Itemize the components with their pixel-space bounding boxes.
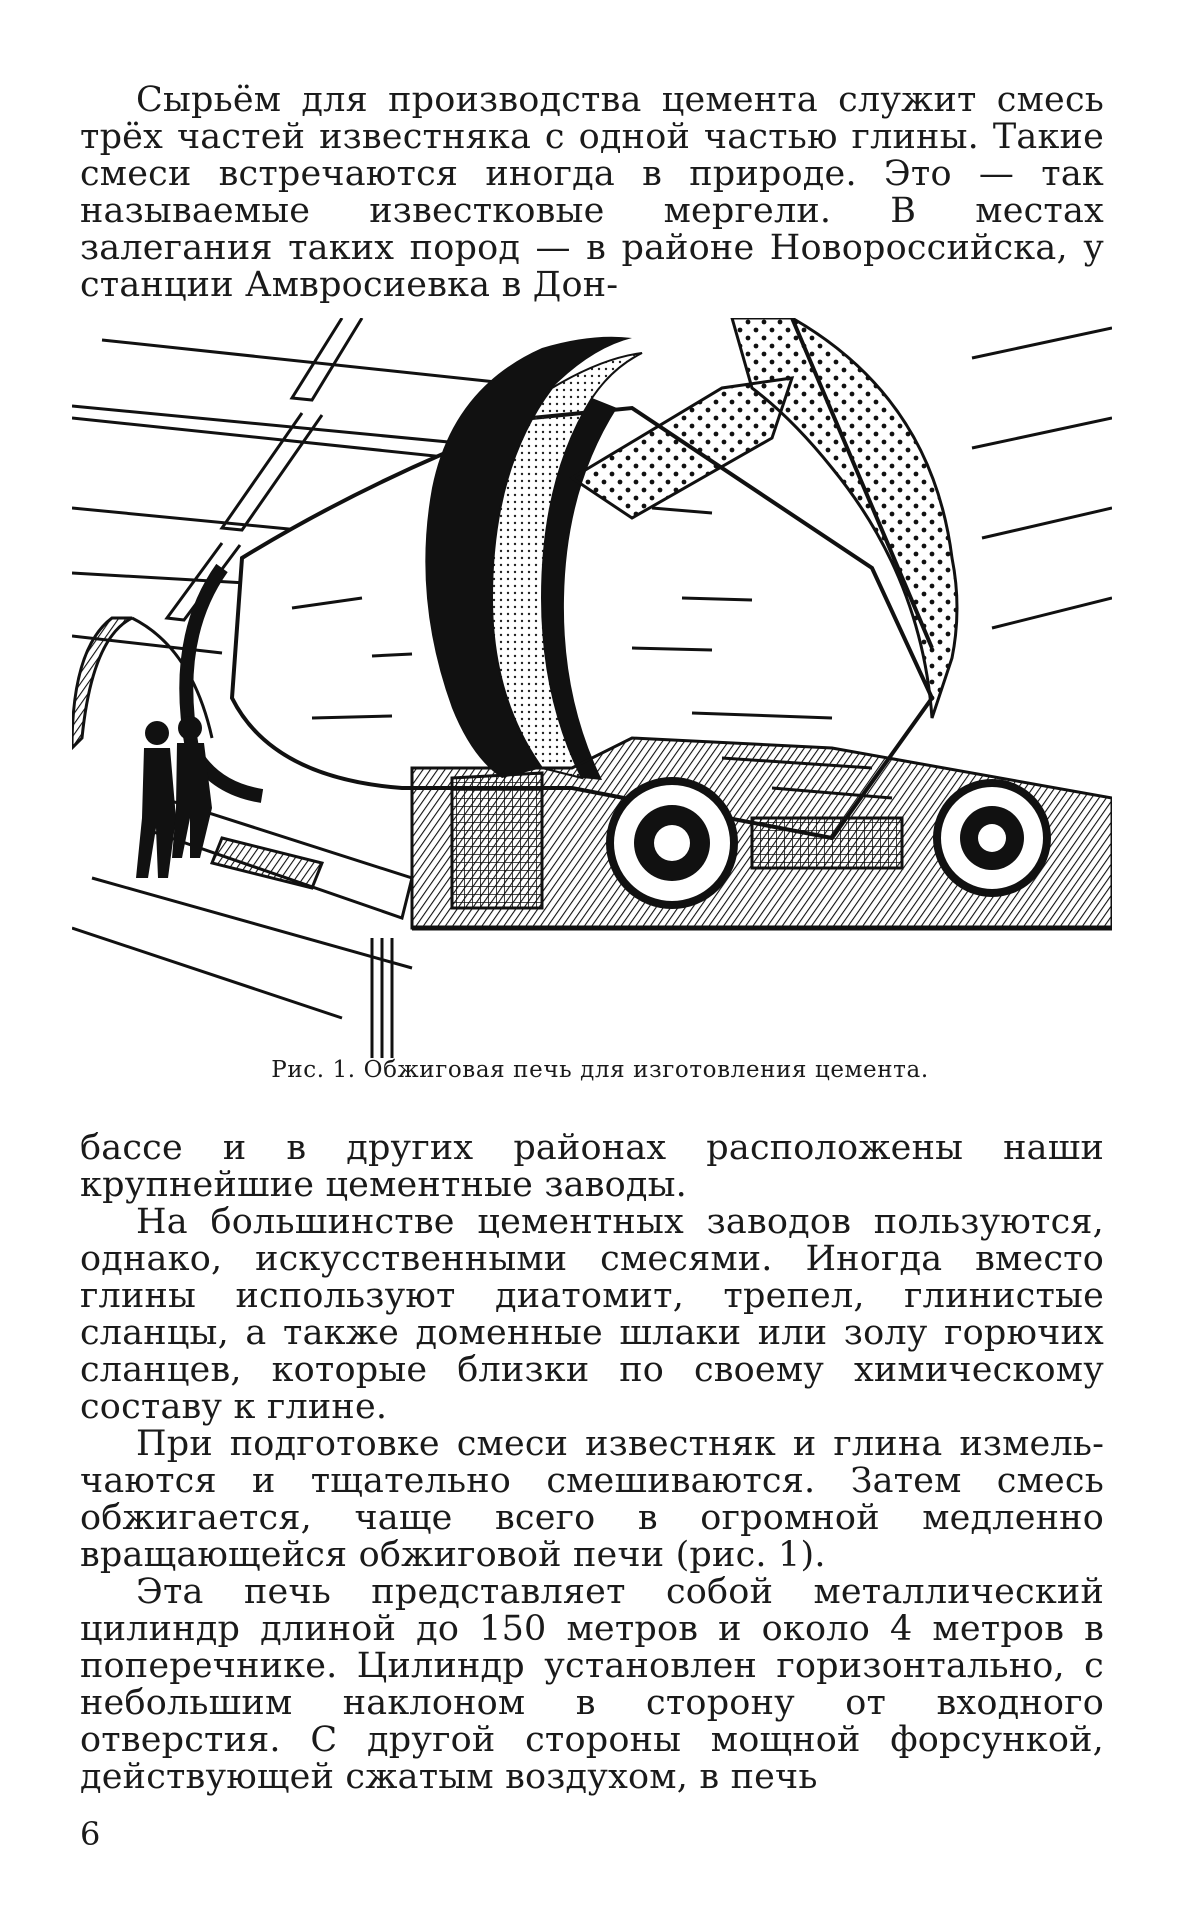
paragraph-artificial-mixtures: На большинстве цементных заводов пользуются, однако, искусственными смесями. Иногда вместо глины используют диатомит, трепел, глинистые сланцы, а также доменные шлаки или золу горючих сланцев, которые близки по своему химическому составу к глине. <box>80 1202 1104 1427</box>
paragraph-kiln-description: Эта печь представляет собой металлический цилиндр длиной до 150 метров и около 4 метров в поперечнике. Цилиндр установлен горизонтально, с небольшим наклоном в сторону от входного отверстия. С другой стороны мощной форсункой, действующей сжатым воздухом, в печь <box>80 1572 1104 1797</box>
body-text-top <box>80 82 1104 304</box>
body-text-bottom <box>80 1130 1104 1796</box>
paragraph-preparation: При подготовке смеси известняк и глина измельчаются и тщательно смешиваются. Затем смесь обжигается, чаще всего в огромной медленно вращающейся обжиговой печи (рис. 1). <box>80 1424 1104 1575</box>
paragraph-raw-materials-continued: бассе и в других районах расположены наши крупнейшие цементные заводы. <box>80 1128 1104 1205</box>
paragraph-raw-materials: Сырьём для производства цемента служит смесь трёх частей известняка с одной частью глины. Такие смеси встречаются иногда в природе. Это — так называемые известковые мергели. В местах залегания таких пород — в районе Новороссийска, у станции Амвросиевка в Дон- <box>80 80 1104 305</box>
floor-rails <box>72 798 412 1058</box>
figure-rotary-kiln <box>72 318 1112 1058</box>
kiln-support-base <box>412 738 1112 928</box>
wall-lines <box>972 328 1112 628</box>
rotary-kiln-illustration <box>72 318 1112 1058</box>
figure-caption: Рис. 1. Обжиговая печь для изготовления цемента. <box>271 1057 929 1083</box>
workers <box>136 716 212 878</box>
page-number: 6 <box>80 1815 101 1853</box>
